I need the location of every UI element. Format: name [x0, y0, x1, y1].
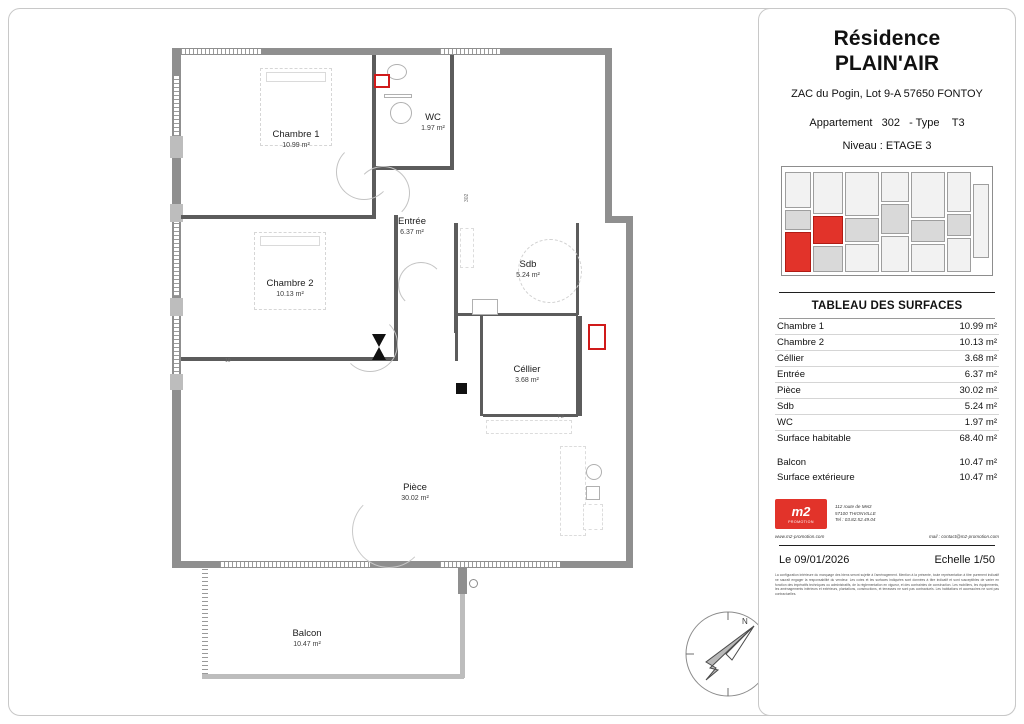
table-row	[775, 470, 999, 485]
door-arc-chambre2	[342, 316, 398, 372]
room-label-entree: Entrée 6.37 m²	[398, 216, 426, 236]
logo-text: m2	[791, 503, 811, 519]
floor-plan	[20, 16, 750, 708]
door-arc-wc	[356, 166, 410, 220]
surface-value: 10.47 m²	[959, 457, 997, 469]
dim-302: 302	[464, 193, 470, 202]
room-label-chambre2: Chambre 2 10.13 m²	[266, 278, 314, 298]
surface-name: Pièce	[775, 383, 923, 399]
promoter-block	[775, 499, 999, 529]
keyplan-unit	[881, 204, 909, 234]
surface-value: 10.99 m²	[923, 319, 999, 335]
residence-name: PLAIN'AIR	[834, 51, 940, 75]
facade-hatch-top-1	[181, 49, 261, 54]
room-label-piece: Pièce 30.02 m²	[401, 482, 429, 502]
keyplan-unit	[947, 214, 971, 236]
room-label-chambre1: Chambre 1 10.99 m²	[272, 129, 320, 149]
residence-address: ZAC du Pogin, Lot 9-A 57650 FONTOY	[791, 88, 983, 101]
wc-counter	[384, 94, 412, 98]
room-label-balcon: Balcon 10.47 m²	[292, 628, 322, 648]
surface-name: Balcon	[777, 457, 807, 469]
surface-name: WC	[775, 415, 923, 431]
promoter-email[interactable]: mail : contact@m2-promotion.com	[928, 534, 999, 540]
surface-name: Sdb	[775, 399, 923, 415]
plan-date: Le 09/01/2026	[779, 554, 850, 567]
title-block-panel	[758, 8, 1016, 716]
surface-name: Surface extérieure	[777, 472, 855, 484]
keyplan-unit	[813, 172, 843, 214]
date-scale-row	[775, 554, 999, 566]
door-arc-piece	[352, 494, 426, 568]
partition-v-3	[455, 333, 458, 361]
surface-value: 68.40 m²	[959, 433, 997, 445]
table-row	[775, 455, 999, 470]
cellier-shelf	[486, 420, 572, 434]
keyplan-unit	[947, 172, 971, 212]
wall-pier-3	[170, 298, 183, 316]
door-arc-entree	[398, 262, 444, 308]
wall-right-upper	[605, 48, 612, 223]
facade-hatch-top-2	[440, 49, 500, 54]
balcony-pier	[458, 568, 467, 594]
bed-head-chambre2	[260, 236, 320, 246]
svg-text:N: N	[742, 617, 748, 626]
keyplan-unit-selected	[813, 216, 843, 244]
kitchen-sink	[586, 464, 602, 480]
dim-f2: F2	[558, 414, 564, 420]
balcony-post	[469, 579, 478, 588]
room-label-sdb: Sdb 5.24 m²	[516, 259, 540, 279]
facade-hatch-left-2	[174, 216, 179, 296]
plan-scale: Echelle 1/50	[934, 554, 995, 567]
wc-bowl	[387, 64, 407, 80]
promoter-address: 112 route de Metz 57100 THIONVILLE Tel : 03.82.52.49.04	[835, 503, 876, 523]
surfaces-table	[775, 319, 999, 485]
surface-value: 30.02 m²	[923, 383, 999, 399]
partition-v-sdb-left	[454, 223, 458, 333]
keyplan-unit-selected	[785, 232, 811, 272]
table-row	[775, 367, 999, 383]
balcony-rail-left	[202, 568, 208, 678]
apartment-line	[775, 117, 999, 129]
keyplan-unit	[845, 218, 879, 242]
type-value: T3	[951, 117, 965, 130]
surface-name: Surface habitable	[777, 433, 851, 445]
surface-name: Chambre 1	[775, 319, 923, 335]
facade-hatch-left-3	[174, 316, 179, 376]
room-label-wc: WC 1.97 m²	[421, 112, 445, 132]
dim-10: 10	[225, 358, 231, 364]
legal-notice: La configuration intérieure du marquage des biens seront sujette à l'aménagement. Mention à la présente, toute représentation à titre purement indicatif ne saurait engager la responsabilité du vendeur. Les cotes et les surfaces indiquées sont données à titre indicatif et sont susceptibles de varier en fonction des impératifs techniques ou administratifs, de la réglementation en vigueur, et des contraintes de construction. Les mobiliers, les équipements, les aménagements intérieurs et extérieurs, plantations, constructions, et terrasses ne sont pas contractuels. Les habitations et accessoires ne sont pas contractuelles.	[775, 573, 999, 597]
kitchen-hob	[586, 486, 600, 500]
apartment-number: 302	[881, 117, 900, 130]
balcony-rail-bottom	[202, 674, 464, 679]
surface-value: 3.68 m²	[923, 351, 999, 367]
keyplan-unit	[845, 172, 879, 216]
wall-right-lower	[626, 216, 633, 568]
apartment-label: Appartement	[809, 117, 873, 130]
promoter-website[interactable]: www.m2-promotion.com	[775, 534, 825, 540]
keyplan-unit	[785, 172, 811, 208]
table-row	[775, 383, 999, 399]
surface-value: 1.97 m²	[923, 415, 999, 431]
m2-logo-icon	[775, 499, 827, 529]
keyplan-unit	[911, 172, 945, 218]
table-row	[775, 335, 999, 351]
room-label-cellier: Céllier 3.68 m²	[513, 364, 541, 384]
surface-name: Céllier	[775, 351, 923, 367]
logo-subtext: PROMOTION	[788, 519, 814, 524]
facade-hatch-bottom-1	[220, 562, 370, 567]
red-marker-wc	[374, 74, 390, 88]
level-line: Niveau : ETAGE 3	[842, 140, 932, 153]
keyplan-unit	[813, 246, 843, 272]
facade-hatch-bottom-2	[440, 562, 560, 567]
keyplan-unit	[911, 244, 945, 272]
divider-top	[779, 292, 995, 293]
sdb-vanity	[472, 299, 498, 315]
wall-pier-4	[170, 374, 183, 390]
keyplan-unit	[785, 210, 811, 230]
keyplan-unit	[947, 238, 971, 272]
wall-pier-2	[170, 204, 183, 222]
table-row	[775, 319, 999, 335]
surfaces-title: TABLEAU DES SURFACES	[811, 300, 963, 313]
facade-hatch-left-1	[174, 76, 179, 136]
divider-bottom	[779, 545, 995, 546]
table-row	[775, 415, 999, 431]
promoter-contact	[775, 534, 999, 539]
wall-pier-1	[170, 136, 183, 158]
table-row	[775, 351, 999, 367]
partition-v-gaine	[579, 316, 582, 416]
black-square-symbol	[456, 383, 467, 394]
partition-h-1	[181, 215, 376, 219]
keyplan-unit	[881, 172, 909, 202]
keyplan-unit	[911, 220, 945, 242]
table-row-total	[775, 431, 999, 447]
key-plan	[781, 166, 993, 276]
sdb-cabinet	[460, 228, 474, 268]
residence-title: Résidence	[833, 27, 941, 50]
type-label: - Type	[909, 117, 940, 130]
table-row	[775, 399, 999, 415]
surface-value: 6.37 m²	[923, 367, 999, 383]
red-marker-gaine	[588, 324, 606, 350]
surface-value: 10.13 m²	[923, 335, 999, 351]
keyplan-unit	[973, 184, 989, 258]
surface-value: 10.47 m²	[959, 472, 997, 484]
keyplan-unit	[845, 244, 879, 272]
surface-value: 5.24 m²	[923, 399, 999, 415]
surface-name: Entrée	[775, 367, 923, 383]
keyplan-unit	[881, 236, 909, 272]
kitchen-fridge	[583, 504, 603, 530]
surface-name: Chambre 2	[775, 335, 923, 351]
bed-head-chambre1	[266, 72, 326, 82]
